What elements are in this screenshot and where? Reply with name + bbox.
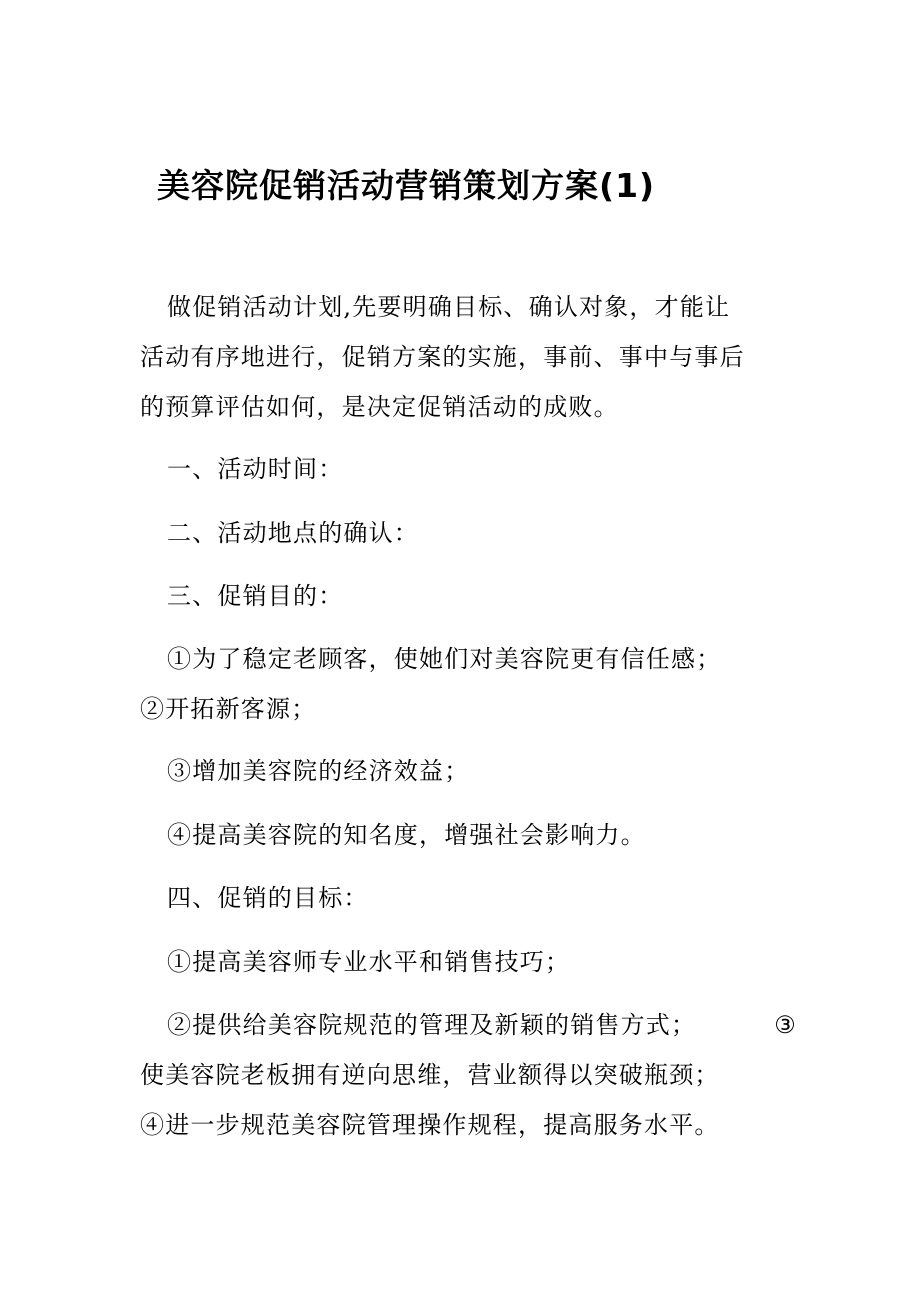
intro-line-2: 活动有序地进行，促销方案的实施，事前、事中与事后 [140,343,745,371]
goal-item-3-marker: ③ [774,1011,797,1039]
section-promotion-goals [140,873,780,923]
goal-item-2-line [140,1000,797,1050]
goals-list-a [140,937,780,987]
goal-item-3: 使美容院老板拥有逆向思维，营业额得以突破瓶颈； [140,1061,720,1089]
purpose-list-b [140,746,780,796]
purpose-item-4: ④提高美容院的知名度，增强社会影响力。 [167,821,646,849]
purpose-item-3: ③增加美容院的经济效益； [167,757,470,785]
section-heading: 一、活动时间： [167,455,344,483]
goal-item-2: ②提供给美容院规范的管理及新颖的销售方式； [167,1011,697,1039]
section-heading: 三、促销目的： [167,582,344,610]
section-heading: 二、活动地点的确认： [167,519,419,547]
section-activity-time [140,444,780,494]
section-promotion-purpose [140,571,780,621]
purpose-list-a [140,634,780,734]
intro-line-3: 的预算评估如何，是决定促销活动的成败。 [140,393,619,421]
intro-line-1: 做促销活动计划,先要明确目标、确认对象，才能让 [167,293,731,321]
section-activity-location [140,508,780,558]
section-heading: 四、促销的目标： [167,884,369,912]
purpose-item-1: ①为了稳定老顾客，使她们对美容院更有信任感； [167,645,722,673]
goal-item-1: ①提高美容师专业水平和销售技巧； [167,948,571,976]
goals-list-b [140,1000,797,1150]
goal-item-4: ④进一步规范美容院管理操作规程，提高服务水平。 [140,1111,720,1139]
intro-paragraph [140,282,780,432]
document-title: 美容院促销活动营销策划方案(1) [157,166,656,205]
purpose-list-c [140,810,780,860]
purpose-item-2: ②开拓新客源； [140,695,317,723]
